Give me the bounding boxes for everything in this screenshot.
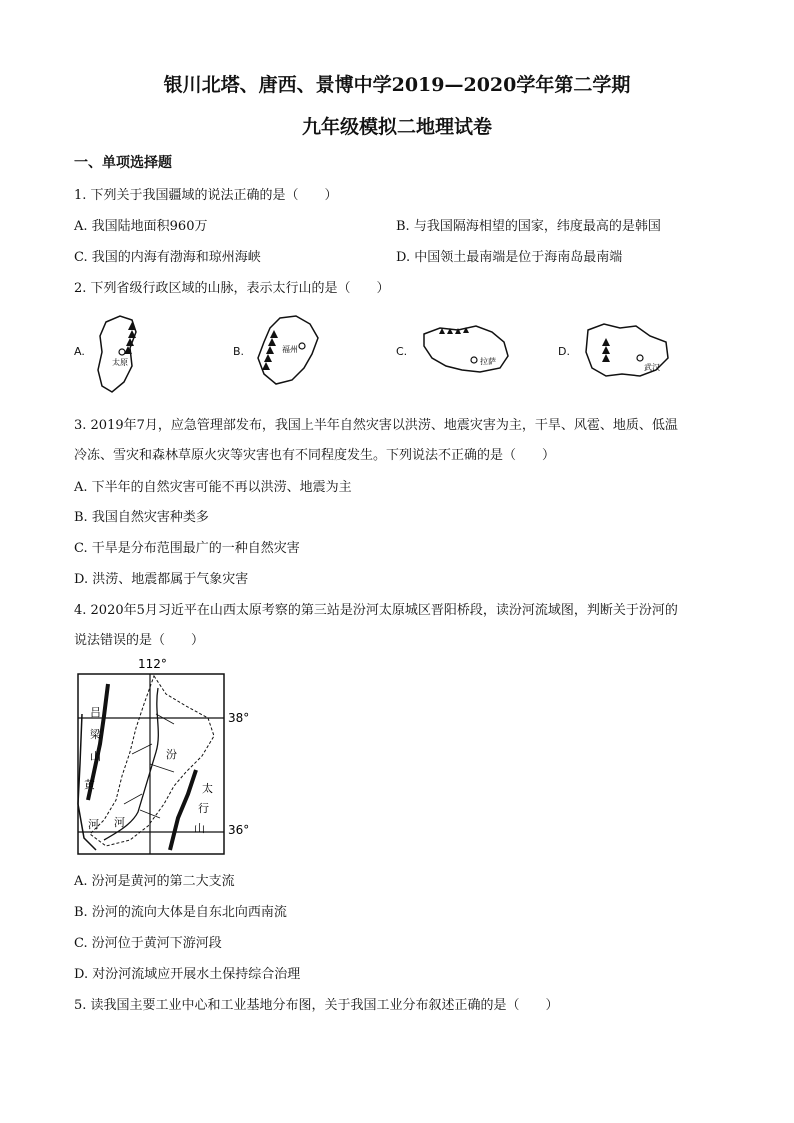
q1-option-b: B. 与我国隔海相望的国家，纬度最高的是韩国 <box>396 219 661 234</box>
map-lat38-label: 38° <box>228 711 250 725</box>
q3-option-c: C. 干旱是分布范围最广的一种自然灾害 <box>74 541 300 556</box>
q2-a-city-dot <box>119 349 125 355</box>
map-lvliang-label-3: 山 <box>90 750 101 763</box>
q2-map-shanxi <box>92 308 152 396</box>
map-taihang-label-3: 山 <box>194 822 205 835</box>
q4-option-b: B. 汾河的流向大体是自东北向西南流 <box>74 905 287 920</box>
q2-b-mountain-icon <box>262 330 278 370</box>
map-fen-label-2: 河 <box>114 816 125 829</box>
map-tributaries <box>124 714 174 818</box>
q1-option-d: D. 中国领土最南端是位于海南岛最南端 <box>396 250 623 265</box>
q1-stem: 1. 下列关于我国疆域的说法正确的是（ ） <box>74 188 338 203</box>
q2-d-mountain-icon <box>602 338 610 362</box>
q4-stem-line1: 4. 2020年5月习近平在山西太原考察的第三站是汾河太原城区晋阳桥段，读汾河流域图，判断关于汾河的 <box>74 603 678 618</box>
q4-option-c: C. 汾河位于黄河下游河段 <box>74 936 222 951</box>
q3-stem-line1: 3. 2019年7月，应急管理部发布，我国上半年自然灾害以洪涝、地震灾害为主，干旱、风雹、地质、低温 <box>74 418 678 433</box>
q3-option-d: D. 洪涝、地震都属于气象灾害 <box>74 572 249 587</box>
q3-option-a: A. 下半年的自然灾害可能不再以洪涝、地震为主 <box>74 480 352 495</box>
q2-c-city-label: 拉萨 <box>480 357 496 366</box>
map-yellow-river-label-2: 河 <box>88 818 99 831</box>
map-basin-boundary <box>90 676 214 846</box>
map-yellow-river-label-1: 黄 <box>84 778 95 791</box>
q1-option-a: A. 我国陆地面积960万 <box>74 219 208 234</box>
q2-map-tibet <box>418 320 514 378</box>
q2-option-a-label: A. <box>74 345 85 358</box>
map-longitude-label: 112° <box>138 657 167 671</box>
map-fen-label-1: 汾 <box>166 748 177 761</box>
map-lvliang-label-2: 梁 <box>90 728 101 741</box>
q4-stem-line2: 说法错误的是（ ） <box>74 633 205 648</box>
q2-map-hubei <box>580 318 676 384</box>
exam-title-line1: 银川北塔、唐西、景博中学2019—2020学年第二学期 <box>163 74 631 96</box>
q2-d-city-dot <box>637 355 643 361</box>
q2-map-fujian <box>252 312 326 388</box>
map-lat36-label: 36° <box>228 823 250 837</box>
q2-d-city-label: 武汉 <box>644 363 660 372</box>
map-taihang-label-2: 行 <box>198 802 209 815</box>
q2-stem: 2. 下列省级行政区域的山脉，表示太行山的是（ ） <box>74 281 390 296</box>
q3-stem-line2: 冷冻、雪灾和森林草原火灾等灾害也有不同程度发生。下列说法不正确的是（ ） <box>74 448 556 463</box>
q4-option-a: A. 汾河是黄河的第二大支流 <box>74 874 235 889</box>
q2-option-d-label: D. <box>558 345 570 358</box>
fenhe-basin-map <box>74 654 274 858</box>
q2-c-city-dot <box>471 357 477 363</box>
q5-stem: 5. 读我国主要工业中心和工业基地分布图，关于我国工业分布叙述正确的是（ ） <box>74 998 559 1013</box>
q2-a-city-label: 太原 <box>112 358 128 367</box>
map-taihang-mountain <box>170 770 196 850</box>
q2-option-b-label: B. <box>233 345 245 358</box>
q1-option-c: C. 我国的内海有渤海和琼州海峡 <box>74 250 261 265</box>
section-heading: 一、单项选择题 <box>74 155 172 171</box>
map-taihang-label-1: 太 <box>202 782 213 795</box>
q2-b-city-dot <box>299 343 305 349</box>
q2-option-c-label: C. <box>396 345 408 358</box>
exam-title-line2: 九年级模拟二地理试卷 <box>301 116 492 138</box>
q3-option-b: B. 我国自然灾害种类多 <box>74 510 209 525</box>
q4-option-d: D. 对汾河流域应开展水土保持综合治理 <box>74 967 301 982</box>
map-lvliang-label-1: 吕 <box>90 706 101 719</box>
q2-b-city-label: 福州 <box>282 345 298 354</box>
